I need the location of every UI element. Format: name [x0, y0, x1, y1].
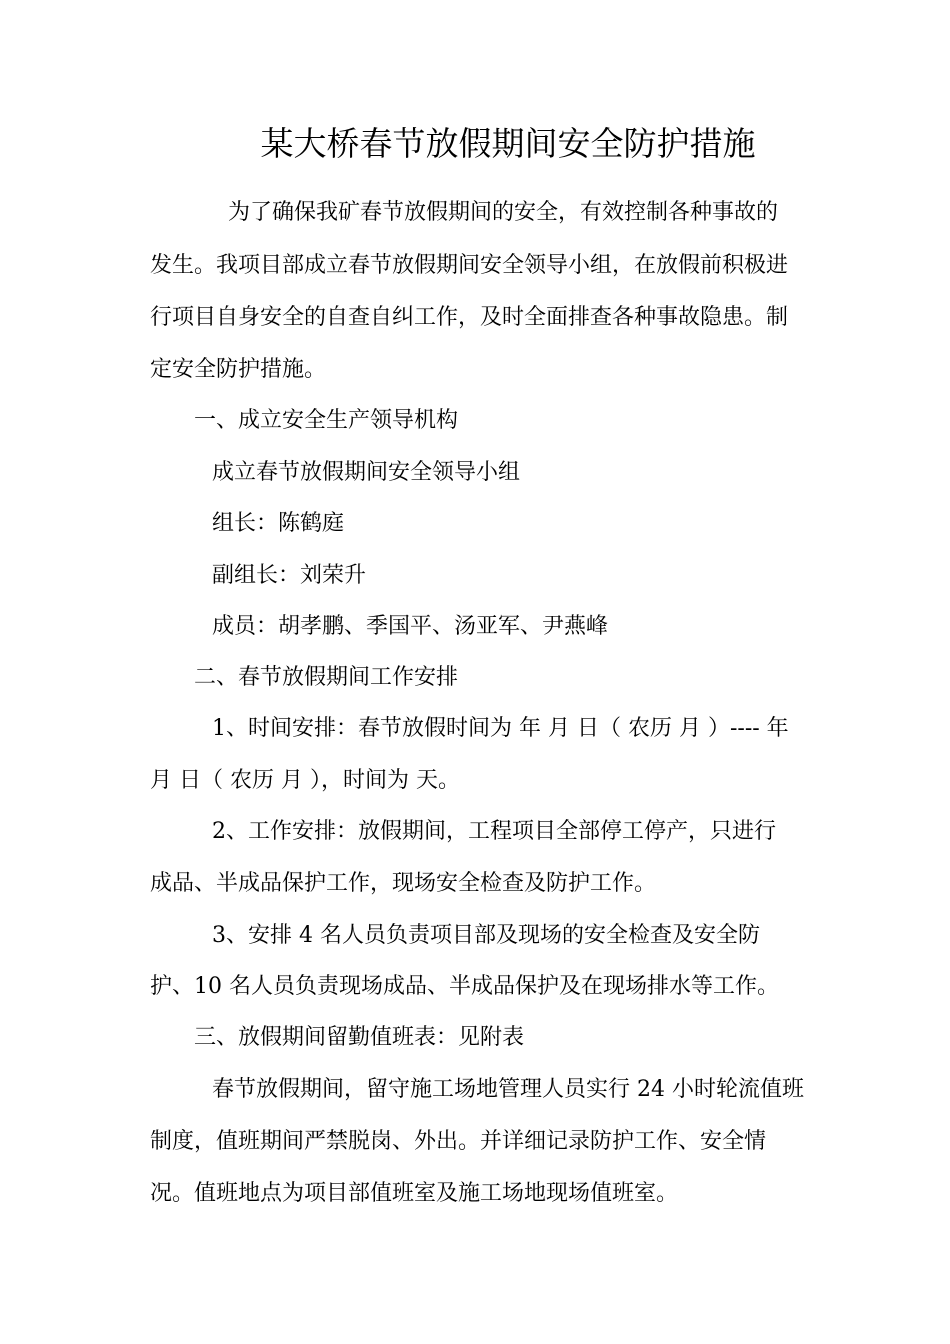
- paragraph-line: 为了确保我矿春节放假期间的安全，有效控制各种事故的: [228, 200, 779, 225]
- section-heading: 二、春节放假期间工作安排: [194, 665, 459, 690]
- paragraph-line: 成品、半成品保护工作，现场安全检查及防护工作。: [150, 871, 657, 896]
- section-heading: 一、成立安全生产领导机构: [194, 408, 459, 433]
- document-title: 某大桥春节放假期间安全防护措施: [260, 124, 756, 163]
- paragraph-line: 副组长：刘荣升: [212, 563, 367, 588]
- paragraph-line: 月 日（ 农历 月 ），时间为 天。: [150, 768, 460, 793]
- paragraph-line: 定安全防护措施。: [150, 357, 327, 382]
- paragraph-line: 春节放假期间，留守施工场地管理人员实行 24 小时轮流值班: [212, 1077, 804, 1102]
- paragraph-line: 组长：陈鹤庭: [212, 511, 345, 536]
- section-heading: 三、放假期间留勤值班表：见附表: [194, 1025, 525, 1050]
- paragraph-line: 行项目自身安全的自查自纠工作，及时全面排查各种事故隐患。制: [150, 305, 789, 330]
- paragraph-line: 3、安排 4 名人员负责项目部及现场的安全检查及安全防: [212, 923, 760, 948]
- paragraph-line: 成立春节放假期间安全领导小组: [212, 460, 521, 485]
- paragraph-line: 发生。我项目部成立春节放假期间安全领导小组，在放假前积极进: [150, 253, 789, 278]
- paragraph-line: 1、时间安排：春节放假时间为 年 月 日（ 农历 月 ）---- 年: [212, 716, 789, 741]
- paragraph-line: 况。值班地点为项目部值班室及施工场地现场值班室。: [150, 1181, 679, 1206]
- paragraph-line: 成员：胡孝鹏、季国平、汤亚军、尹燕峰: [212, 614, 609, 639]
- paragraph-line: 护、10 名人员负责现场成品、半成品保护及在现场排水等工作。: [150, 974, 779, 999]
- paragraph-line: 2、工作安排：放假期间，工程项目全部停工停产，只进行: [212, 819, 776, 844]
- paragraph-line: 制度，值班期间严禁脱岗、外出。并详细记录防护工作、安全情: [150, 1129, 767, 1154]
